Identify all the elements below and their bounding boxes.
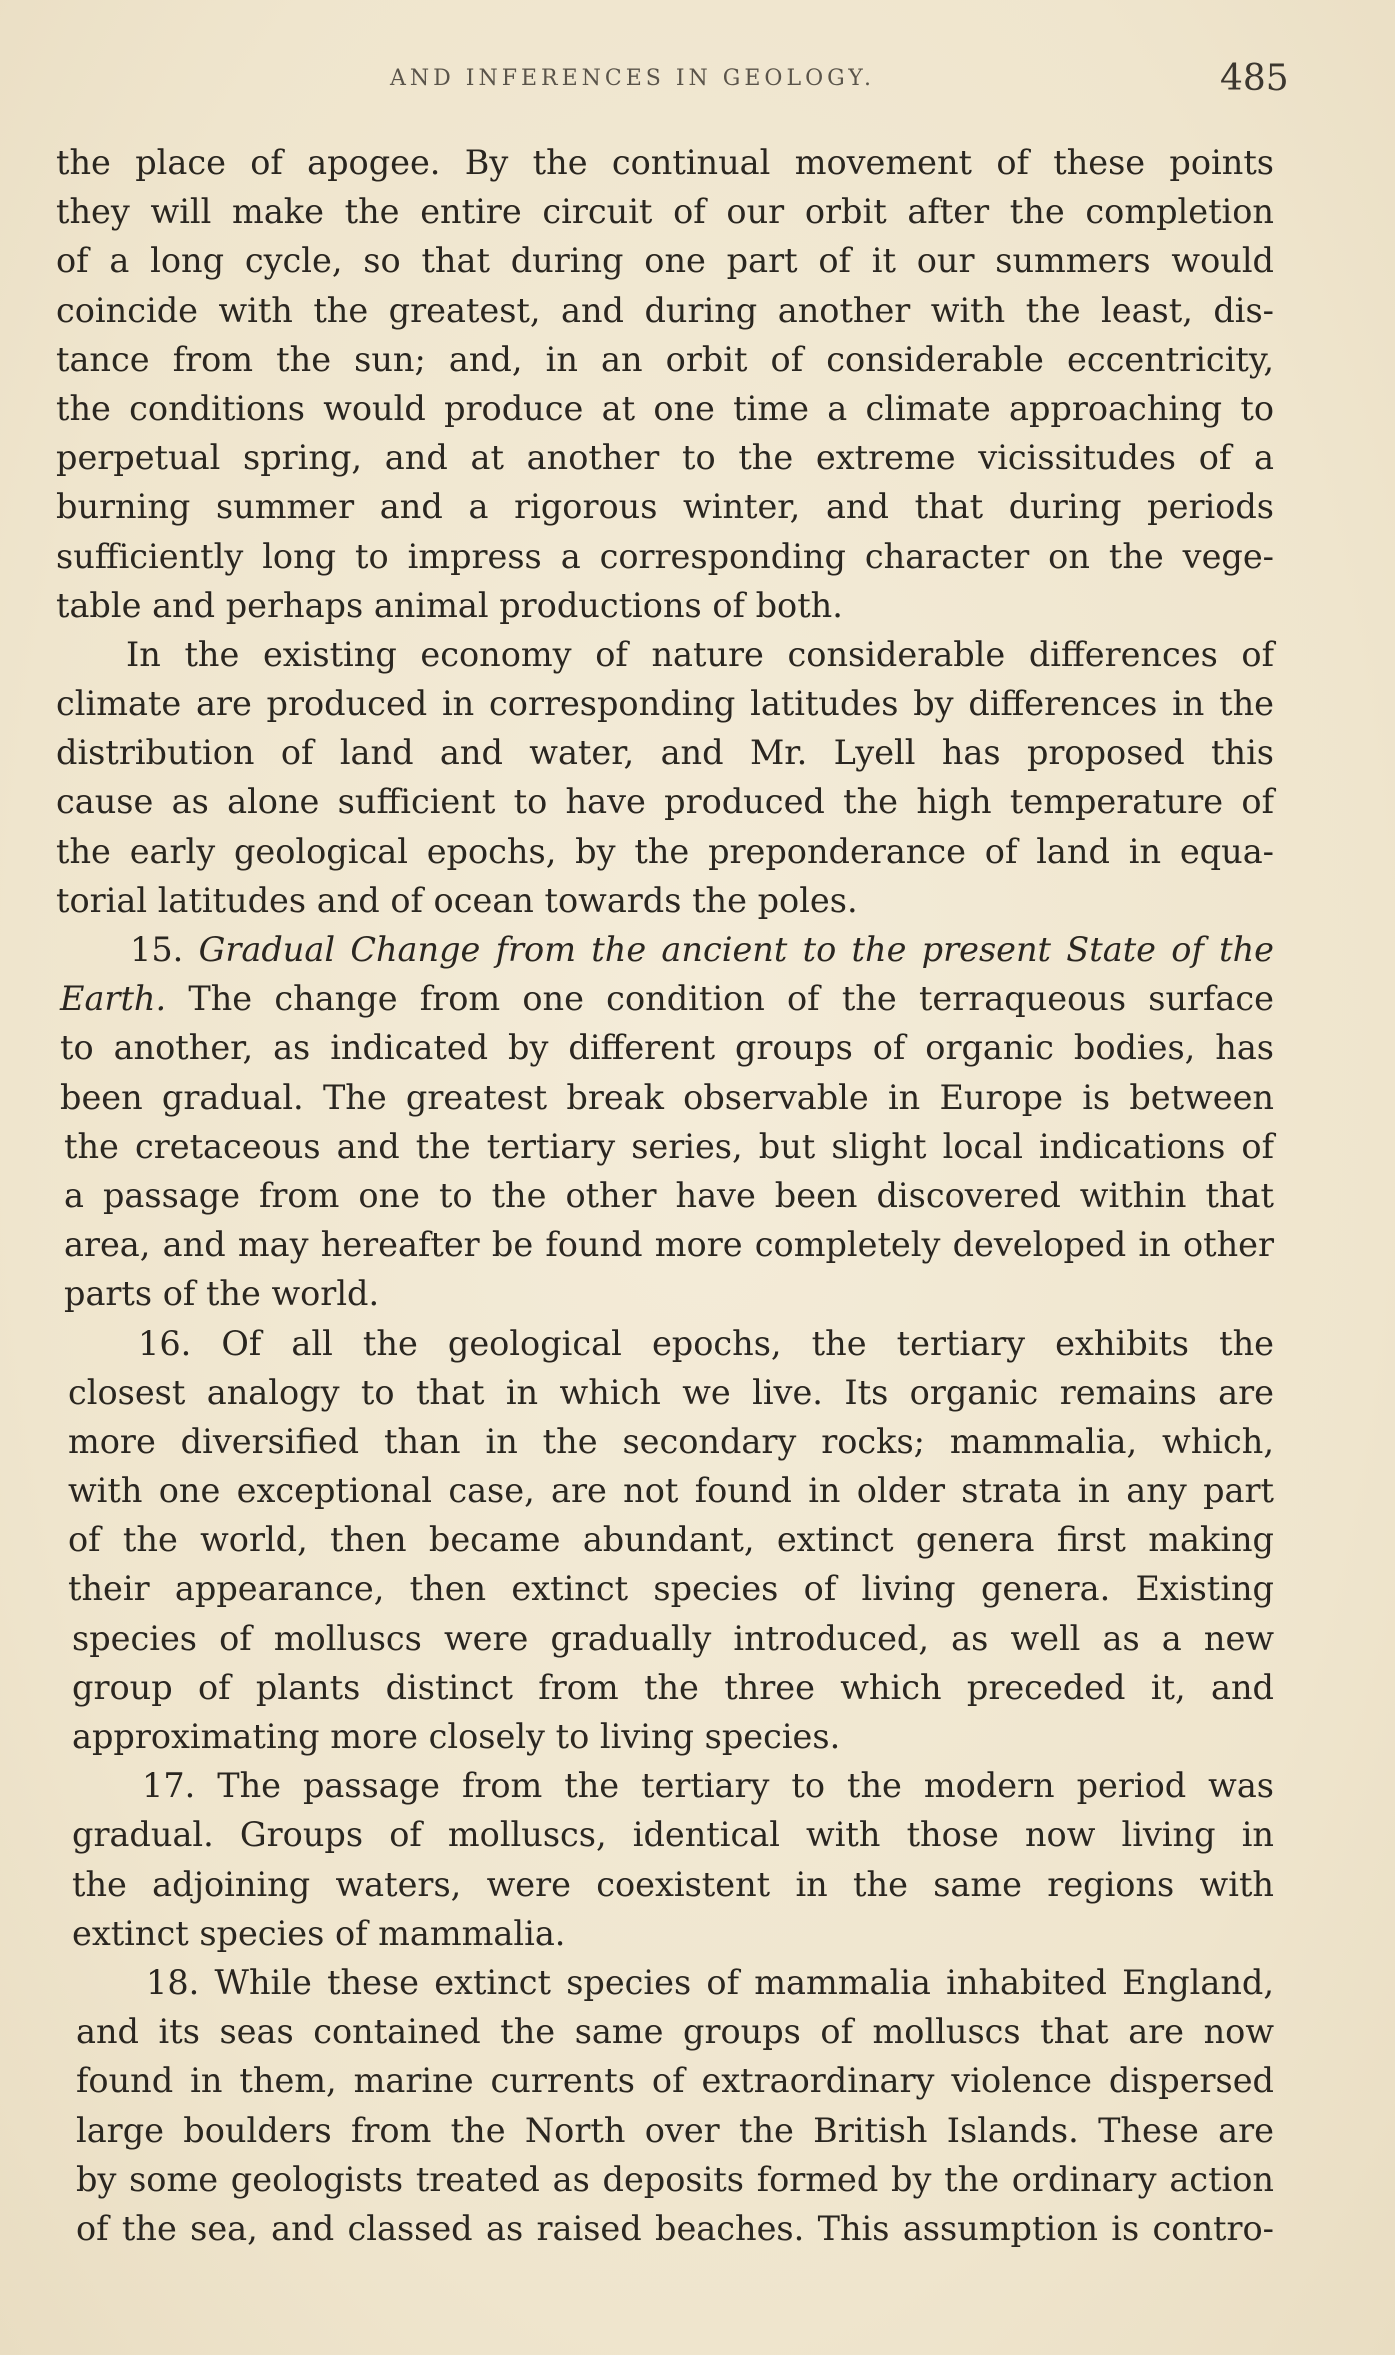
text-line: and its seas contained the same groups of molluscs that are now: [76, 2012, 1274, 2052]
text-line: tance from the sun; and, in an orbit of considerable eccentricity,: [56, 339, 1274, 379]
text-line: perpetual spring, and at another to the extreme vicissitudes of a: [56, 438, 1274, 478]
text-line: 16. Of all the geological epochs, the tertiary exhibits the: [138, 1323, 1274, 1363]
text-line: by some geologists treated as deposits formed by the ordinary action: [76, 2159, 1274, 2199]
text-line: of the sea, and classed as raised beaches. This assumption is contro-: [76, 2208, 1274, 2248]
page-number: 485: [1220, 58, 1289, 99]
text-line: to another, as indicated by different groups of organic bodies, has: [60, 1028, 1274, 1068]
text-line: In the existing economy of nature considerable differences of: [126, 634, 1274, 674]
text-line: table and perhaps animal productions of both.: [56, 585, 843, 625]
text-line: torial latitudes and of ocean towards the poles.: [56, 880, 858, 920]
section-heading-line: 15. Gradual Change from the ancient to the present State of the: [130, 930, 1274, 969]
text-line: gradual. Groups of molluscs, identical with those now living in: [72, 1815, 1274, 1855]
page-header: [0, 58, 1395, 98]
text-line: of the world, then became abundant, extinct genera first making: [68, 1520, 1274, 1560]
section-heading: Earth.: [60, 979, 167, 1019]
text-line: cause as alone sufficient to have produced the high temperature of: [56, 782, 1274, 822]
text-line: a passage from one to the other have been discovered within that: [64, 1175, 1274, 1215]
text-line: burning summer and a rigorous winter, and that during periods: [56, 487, 1274, 527]
text-line: they will make the entire circuit of our orbit after the completion: [56, 192, 1274, 232]
text-line: the cretaceous and the tertiary series, but slight local indications of: [64, 1126, 1274, 1166]
text-line: the conditions would produce at one time a climate approaching to: [56, 388, 1274, 428]
text-line: their appearance, then extinct species of living genera. Existing: [68, 1569, 1274, 1609]
text-line: coincide with the greatest, and during another with the least, dis-: [56, 290, 1274, 330]
text-line: large boulders from the North over the British Islands. These are: [76, 2110, 1274, 2150]
text-line: approximating more closely to living species.: [72, 1717, 841, 1756]
section-heading: Gradual Change from the ancient to the present State of the: [198, 930, 1274, 969]
text-line: the adjoining waters, were coexistent in the same regions with: [72, 1864, 1274, 1904]
text-line: the early geological epochs, by the preponderance of land in equa-: [56, 831, 1274, 871]
text-line: been gradual. The greatest break observable in Europe is between: [60, 1077, 1274, 1117]
text-line: closest analogy to that in which we live. Its organic remains are: [68, 1372, 1274, 1412]
text-line: of a long cycle, so that during one part of it our summers would: [56, 241, 1274, 281]
text-line: parts of the world.: [64, 1274, 380, 1314]
text-line: 17. The passage from the tertiary to the modern period was: [142, 1766, 1274, 1806]
text-line: the place of apogee. By the continual movement of these points: [56, 143, 1274, 182]
text-line: distribution of land and water, and Mr. Lyell has proposed this: [56, 733, 1274, 773]
running-title: AND INFERENCES IN GEOLOGY.: [390, 66, 875, 91]
text-line: sufficiently long to impress a corresponding character on the vege-: [56, 536, 1274, 576]
text-line: climate are produced in corresponding latitudes by differences in the: [56, 684, 1274, 724]
text-line: 18. While these extinct species of mammalia inhabited England,: [146, 1962, 1274, 2002]
text-line: species of molluscs were gradually introduced, as well as a new: [72, 1618, 1274, 1658]
text-line: found in them, marine currents of extraordinary violence dispersed: [76, 2061, 1274, 2101]
body-text: [56, 138, 1274, 2253]
text-line: with one exceptional case, are not found in older strata in any part: [68, 1471, 1274, 1511]
text-line: extinct species of mammalia.: [72, 1913, 566, 1953]
text-line: Earth. The change from one condition of the terraqueous surface: [60, 979, 1274, 1019]
text-line: more diversified than in the secondary rocks; mammalia, which,: [68, 1421, 1274, 1461]
text-line: area, and may hereafter be found more completely developed in other: [64, 1225, 1274, 1265]
text-line: group of plants distinct from the three which preceded it, and: [72, 1667, 1274, 1707]
